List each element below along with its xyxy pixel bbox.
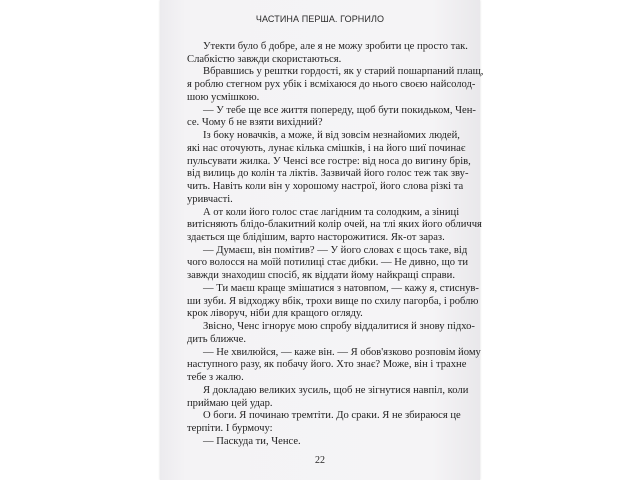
paragraph: [187, 104, 476, 130]
text-line: здається ще блідішим, варто насторожитися. Як-от зараз.: [187, 232, 445, 244]
text-line: ши зуби. Я відходжу вбік, трохи вище по схилу пагорба, і роблю: [187, 295, 479, 307]
paragraph: [187, 410, 461, 435]
paragraph: [187, 66, 484, 104]
text-line: Звісно, Ченс ігнорує мою спробу віддалитися й знову підхо-: [203, 321, 475, 333]
paragraph: [187, 436, 454, 449]
text-line: — У тебе ще все життя попереду, щоб бути покидьком, Чен-: [203, 104, 476, 116]
text-line: я роблю стегном рух убік і всміхаюся до нього своєю найсолод-: [187, 79, 476, 91]
text-line: — Не хвилюйся, — каже він. — Я обов'язково розповім йому: [203, 346, 481, 358]
paragraph: [187, 130, 471, 206]
text-line: шою усмішкою.: [187, 91, 260, 103]
text-line: дить ближче.: [187, 333, 246, 345]
text-line: — Думаєш, він помітив? — У його словах є щось таке, від: [203, 244, 468, 256]
text-line: які нас оточують, лунає кілька смішків, і на його шиї починає: [187, 142, 466, 154]
text-line: терпіти. І бурмочу:: [187, 423, 273, 435]
paragraph: [187, 206, 482, 245]
text-line: наступного разу, як побачу його. Хто знає? Може, він і трахне: [187, 359, 467, 371]
paragraph: [187, 346, 481, 385]
page-number: 22: [315, 455, 325, 466]
text-line: тебе з жалю.: [187, 372, 244, 384]
text-line: від вилиць до колін та ліктів. Зазвичай його голос теж так зву-: [187, 168, 469, 180]
paragraph: [187, 41, 468, 66]
paragraph: [187, 384, 469, 410]
text-line: витісняють блідо-блакитний колір очей, на тлі яких його обличчя: [187, 219, 482, 231]
text-line: О боги. Я починаю тремтіти. До сраки. Я не збираюся це: [203, 410, 461, 422]
paragraph: [187, 321, 475, 346]
text-line: уривчасті.: [187, 193, 233, 205]
text-line: Вбравшись у рештки гордості, як у старий пошарпаний плащ,: [203, 66, 484, 78]
paragraph: [187, 282, 479, 321]
text-line: А от коли його голос стає лагідним та солодким, а зіниці: [203, 206, 460, 218]
text-line: — Ти маєш краще змішатися з натовпом, — кажу я, стиснув-: [203, 282, 479, 294]
text-line: чить. Навіть коли він у хорошому настрої, його слова різкі та: [187, 181, 464, 193]
text-line: Із боку новачків, а може, й від зовсім незнайомих людей,: [203, 130, 460, 142]
text-line: приймаю цей удар.: [187, 397, 273, 409]
text-line: чого волосся на моїй потилиці стає дибки. — Не дивно, що ти: [187, 257, 469, 269]
text-line: се. Чому б не взяти вихідний?: [187, 117, 323, 129]
text-line: Я докладаю великих зусиль, щоб не зігнутися навпіл, коли: [203, 384, 469, 396]
text-line: крок ліворуч, ніби для кращого огляду.: [187, 308, 363, 320]
text-line: пульсувати жилка. У Ченсі все гостре: від носа до вигину брів,: [187, 155, 471, 167]
text-line: Утекти було б добре, але я не можу зробити це просто так.: [203, 41, 468, 52]
book-page: [160, 0, 484, 480]
text-line: завжди знаходиш спосіб, як віддати йому найкращі справи.: [187, 270, 455, 282]
text-line: Слабкістю завжди скористаються.: [187, 53, 342, 65]
running-header: ЧАСТИНА ПЕРША. ГОРНИЛО: [255, 14, 385, 24]
text-line: — Паскуда ти, Ченсе.: [203, 435, 301, 447]
paragraph: [187, 244, 469, 283]
page-body-text: [187, 41, 484, 449]
